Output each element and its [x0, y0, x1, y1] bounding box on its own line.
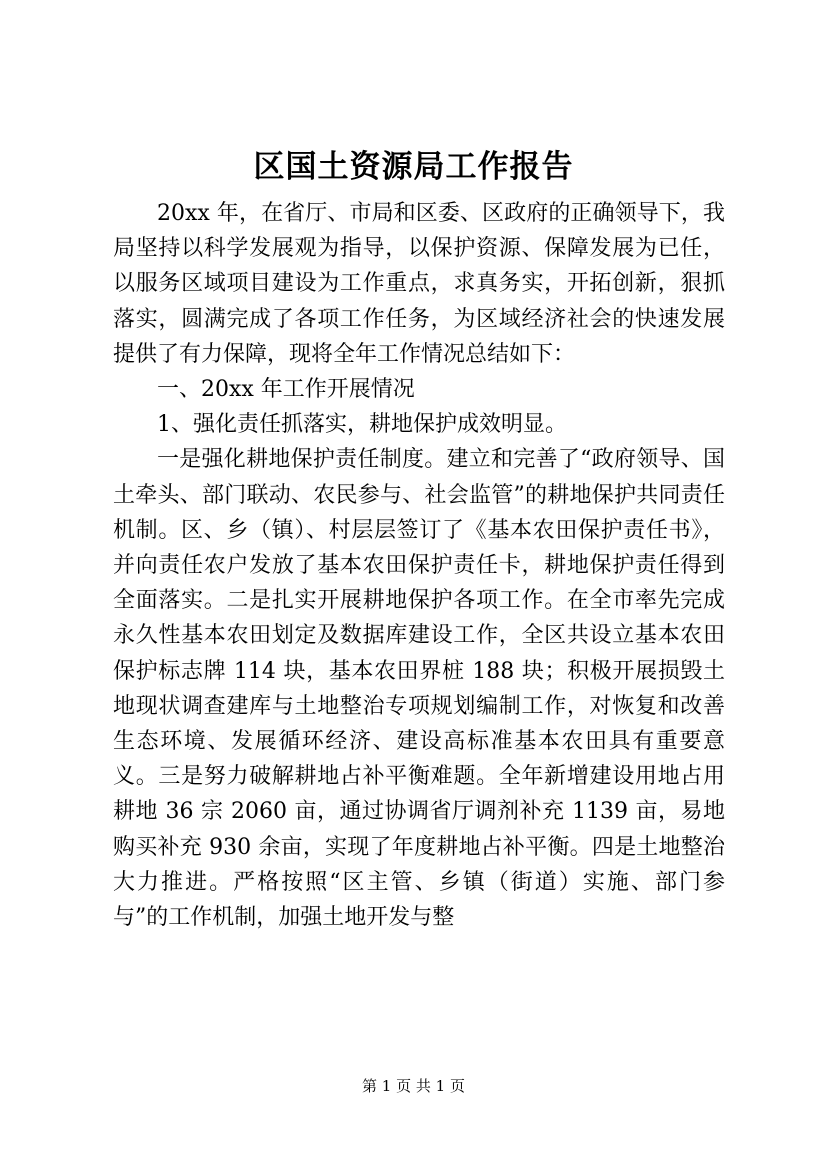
body-paragraph: 一是强化耕地保护责任制度。建立和完善了“政府领导、国土牵头、部门联动、农民参与、社会监管”的耕地保护共同责任机制。区、乡（镇）、村层层签订了《基本农田保护责任书》，并向责任农户发放了基本农田保护责任卡，耕地保护责任得到全面落实。二是扎实开展耕地保护各项工作。在全市率先完成永久性基本农田划定及数据库建设工作，全区共设立基本农田保护标志牌 114 块，基本农田界桩 188 块；积极开展损毁土地现状调查建库与土地整治专项规划编制工作，对恢复和改善生态环境、发展循环经济、建设高标准基本农田具有重要意义。三是努力破解耕地占补平衡难题。全年新增建设用地占用耕地 36 宗 2060 亩，通过协调省厅调剂补充 1139 亩，易地购买补充 930 余亩，实现了年度耕地占补平衡。四是土地整治大力推进。严格按照“区主管、乡镇（街道）实施、部门参与”的工作机制，加强土地开发与整: [113, 447, 725, 931]
document-body: [113, 196, 725, 935]
section-heading: 一、20xx 年工作开展情况: [157, 377, 415, 403]
page-footer: 第 1 页 共 1 页: [362, 1077, 465, 1095]
document-title: 区国土资源局工作报告: [253, 149, 574, 185]
intro-paragraph: 20xx 年，在省厅、市局和区委、区政府的正确领导下，我局坚持以科学发展观为指导，以保护资源、保障发展为已任，以服务区域项目建设为工作重点，求真务实，开拓创新，狠抓落实，圆满完成了各项工作任务，为区域经济社会的快速发展提供了有力保障，现将全年工作情况总结如下：: [113, 201, 725, 367]
subsection-heading: 1、强化责任抓落实，耕地保护成效明显。: [157, 412, 567, 438]
